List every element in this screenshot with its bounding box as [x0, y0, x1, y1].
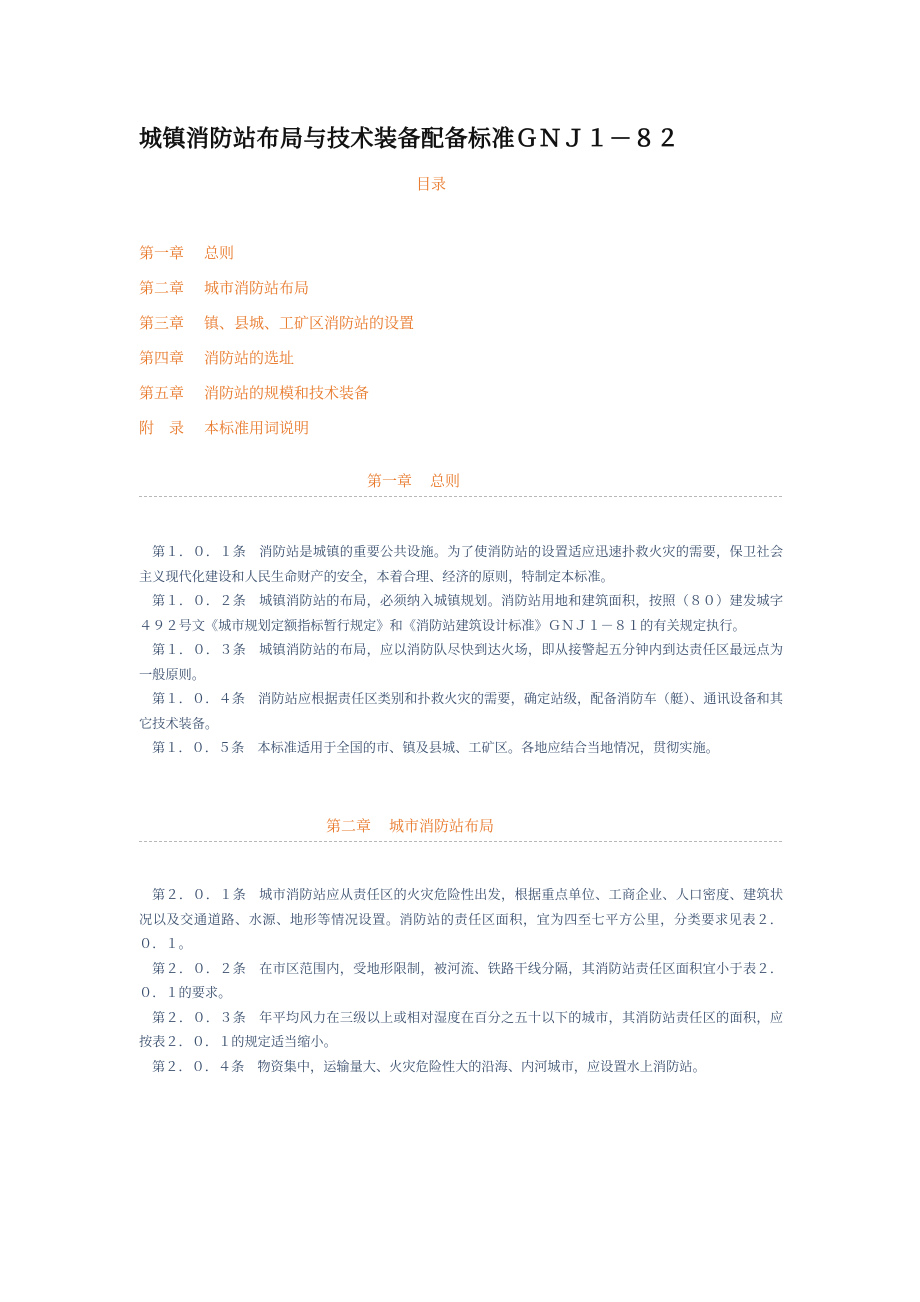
chapter-number: 第一章	[367, 472, 413, 490]
article-paragraph	[139, 958, 783, 1007]
toc-item-number: 第二章	[139, 279, 185, 297]
article-number: 第２．０．１条	[152, 888, 247, 903]
article-paragraph	[139, 590, 783, 639]
toc-item[interactable]	[139, 415, 414, 450]
article-paragraph	[139, 1056, 783, 1081]
article-text: 城市消防站应从责任区的火灾危险性出发，根据重点单位、工商企业、人口密度、建筑状况以及交通道路、水源、地形等情况设置。消防站的责任区面积，宜为四至七平方公里，分类要求见表２．０．１。	[139, 888, 784, 952]
chapter-2-body	[139, 884, 783, 1080]
toc-item-label: 总则	[204, 244, 235, 262]
article-paragraph	[139, 884, 783, 958]
chapter-name: 总则	[430, 472, 461, 490]
toc-item[interactable]	[139, 380, 414, 415]
article-paragraph	[139, 639, 783, 688]
toc-item-label: 镇、县城、工矿区消防站的设置	[204, 314, 415, 332]
article-number: 第２．０．２条	[152, 961, 247, 977]
toc-item-label: 城市消防站布局	[204, 279, 310, 297]
chapter-2-title	[326, 815, 494, 836]
article-text: 物资集中，运输量大、火灾危险性大的沿海、内河城市，应设置水上消防站。	[257, 1059, 706, 1075]
toc-item[interactable]	[139, 345, 414, 380]
article-text: 本标准适用于全国的市、镇及县城、工矿区。各地应结合当地情况，贯彻实施。	[257, 741, 719, 756]
toc-item-number: 第四章	[139, 349, 185, 367]
toc-heading: 目录	[415, 175, 446, 193]
chapter-number: 第二章	[326, 817, 372, 835]
article-text: 城镇消防站的布局，必须纳入城镇规划。消防站用地和建筑面积，按照（８０）建发城字４９２号文《城市规划定额指标暂行规定》和《消防站建筑设计标准》ＧＮＪ１－８１的有关规定执行。	[139, 594, 784, 634]
chapter-1-body	[139, 541, 783, 762]
article-paragraph	[139, 688, 783, 737]
article-paragraph	[139, 737, 783, 762]
article-paragraph	[139, 1007, 783, 1056]
article-number: 第１．０．１条	[152, 545, 247, 560]
toc-item[interactable]	[139, 275, 414, 310]
toc-item[interactable]	[139, 310, 414, 345]
article-number: 第１．０．２条	[152, 594, 247, 609]
article-number: 第１．０．３条	[152, 643, 247, 658]
toc-item-number: 第一章	[139, 244, 185, 262]
toc-item-number: 第五章	[139, 384, 185, 402]
article-text: 在市区范围内，受地形限制，被河流、铁路干线分隔，其消防站责任区面积宜小于表２．０．１的要求。	[139, 961, 784, 1001]
chapter-1-divider	[139, 496, 782, 497]
article-paragraph	[139, 541, 783, 590]
article-number: 第２．０．３条	[152, 1010, 247, 1026]
article-text: 消防站是城镇的重要公共设施。为了使消防站的设置适应迅速扑救火灾的需要，保卫社会主义现代化建设和人民生命财产的安全，本着合理、经济的原则，特制定本标准。	[139, 545, 784, 585]
article-number: 第２．０．４条	[152, 1059, 245, 1075]
toc-item-label: 消防站的规模和技术装备	[204, 384, 370, 402]
toc-item[interactable]	[139, 240, 414, 275]
article-text: 消防站应根据责任区类别和扑救火灾的需要，确定站级，配备消防车（艇）、通讯设备和其它技术装备。	[139, 692, 783, 732]
toc-item-label: 本标准用词说明	[204, 419, 310, 437]
table-of-contents	[139, 240, 414, 450]
article-text: 年平均风力在三级以上或相对湿度在百分之五十以下的城市，其消防站责任区的面积，应按表２．０．１的规定适当缩小。	[139, 1010, 784, 1050]
article-number: 第１．０．４条	[152, 692, 246, 707]
article-text: 城镇消防站的布局，应以消防队尽快到达火场，即从接警起五分钟内到达责任区最远点为一般原则。	[139, 643, 784, 683]
chapter-2-divider	[139, 841, 782, 842]
article-number: 第１．０．５条	[152, 741, 245, 756]
chapter-1-title	[367, 470, 460, 491]
toc-item-number: 第三章	[139, 314, 185, 332]
toc-item-number: 附 录	[139, 419, 185, 437]
chapter-name: 城市消防站布局	[389, 817, 495, 835]
document-title: 城镇消防站布局与技术装备配备标准ＧＮＪ１－８２	[139, 125, 680, 152]
toc-item-label: 消防站的选址	[204, 349, 295, 367]
